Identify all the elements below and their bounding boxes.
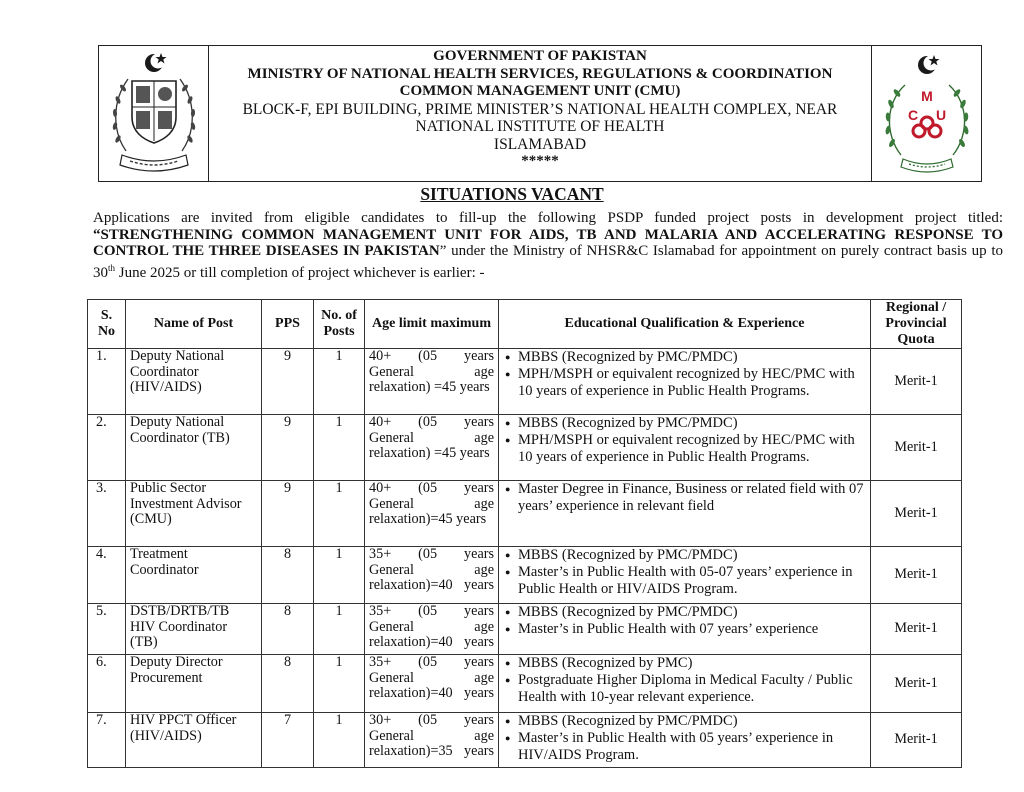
svg-text:M: M — [921, 88, 933, 104]
project-title: “STRENGTHENING COMMON MANAGEMENT UNIT FOR AIDS, TB AND MALARIA AND ACCELERATING RESPONSE TO CONTROL THE THREE DISEASES IN PAKISTAN — [93, 226, 1003, 259]
col-header-sno: S. No — [88, 300, 126, 349]
cell-qualification — [499, 655, 871, 713]
cell-sno: 4. — [88, 547, 126, 604]
letterhead — [98, 45, 982, 182]
cell-age-limit: 40+ (05 years General age relaxation)=45 years — [365, 481, 499, 547]
cell-post-name: DSTB/DRTB/TB HIV Coordinator (TB) — [126, 604, 262, 655]
cell-post-name: Deputy Director Procurement — [126, 655, 262, 713]
svg-text:U: U — [935, 107, 947, 123]
col-header-name: Name of Post — [126, 300, 262, 349]
cell-age-limit: 30+ (05 years General age relaxation)=35 years — [365, 713, 499, 768]
cell-age-limit: 40+ (05 years General age relaxation) =45 years — [365, 415, 499, 481]
cell-posts: 1 — [314, 547, 365, 604]
intro-text-2: ” under the Ministry of NHSR&C Islamabad for appointment on purely contract basis up to 30 — [93, 243, 1003, 281]
cell-qualification — [499, 349, 871, 415]
table-row — [88, 415, 962, 481]
table-row — [88, 713, 962, 768]
table-row — [88, 655, 962, 713]
ministry-title: MINISTRY OF NATIONAL HEALTH SERVICES, REGULATIONS & COORDINATION — [247, 65, 833, 82]
cell-quota: Merit-1 — [871, 604, 962, 655]
cell-qualification — [499, 481, 871, 547]
table-header-row — [88, 300, 962, 349]
cell-pps: 8 — [262, 547, 314, 604]
qualification-item: ● MBBS (Recognized by PMC/PMDC) — [505, 547, 866, 564]
cell-age-limit: 40+ (05 years General age relaxation) =45 years — [365, 349, 499, 415]
qualification-item: ● Master’s in Public Health with 07 years’ experience — [505, 621, 866, 638]
cell-qualification — [499, 713, 871, 768]
intro-text-3: June 2025 or till completion of project whichever is earlier: - — [115, 264, 485, 281]
vacancies-table — [87, 299, 962, 768]
left-emblem-cell — [99, 46, 209, 181]
qualification-item: ● Master Degree in Finance, Business or related field with 07 years’ experience in relevant field — [505, 481, 866, 515]
cell-quota: Merit-1 — [871, 481, 962, 547]
cell-quota: Merit-1 — [871, 349, 962, 415]
cell-pps: 9 — [262, 349, 314, 415]
cell-post-name: Deputy National Coordinator (TB) — [126, 415, 262, 481]
cell-pps: 8 — [262, 604, 314, 655]
cell-sno: 1. — [88, 349, 126, 415]
right-logo-cell — [871, 46, 981, 181]
cell-pps: 9 — [262, 481, 314, 547]
table-row — [88, 604, 962, 655]
qualification-item: ● MBBS (Recognized by PMC/PMDC) — [505, 713, 866, 730]
qualification-item: ● MBBS (Recognized by PMC/PMDC) — [505, 349, 866, 366]
qualification-item: ● MBBS (Recognized by PMC/PMDC) — [505, 415, 866, 432]
col-header-age: Age limit maximum — [365, 300, 499, 349]
cell-quota: Merit-1 — [871, 713, 962, 768]
unit-title: COMMON MANAGEMENT UNIT (CMU) — [399, 83, 681, 99]
page-title: SITUATIONS VACANT — [420, 184, 604, 204]
qualification-item: ● MPH/MSPH or equivalent recognized by HEC/PMC with 10 years of experience in Public Health Programs. — [505, 366, 866, 400]
cell-age-limit: 35+ (05 years General age relaxation)=40 years — [365, 655, 499, 713]
intro-superscript: th — [108, 262, 116, 273]
cell-sno: 2. — [88, 415, 126, 481]
cell-posts: 1 — [314, 713, 365, 768]
cell-quota: Merit-1 — [871, 547, 962, 604]
qualification-item: ● Postgraduate Higher Diploma in Medical Faculty / Public Health with 10-year relevant experience. — [505, 672, 866, 706]
cmu-logo-icon — [879, 51, 975, 177]
table-row — [88, 547, 962, 604]
cell-qualification — [499, 604, 871, 655]
cell-sno: 5. — [88, 604, 126, 655]
col-header-quota: Regional / Provincial Quota — [871, 300, 962, 349]
intro-text-1: Applications are invited from eligible candidates to fill-up the following PSDP funded project posts in development project titled: — [93, 210, 1003, 226]
cell-post-name: HIV PPCT Officer (HIV/AIDS) — [126, 713, 262, 768]
cell-posts: 1 — [314, 655, 365, 713]
cell-posts: 1 — [314, 415, 365, 481]
qualification-item: ● MPH/MSPH or equivalent recognized by HEC/PMC with 10 years of experience in Public Health Programs. — [505, 432, 866, 466]
cell-post-name: Treatment Coordinator — [126, 547, 262, 604]
qualification-item: ● Master’s in Public Health with 05 years’ experience in HIV/AIDS Program. — [505, 730, 866, 764]
cell-age-limit: 35+ (05 years General age relaxation)=40 years — [365, 604, 499, 655]
cell-quota: Merit-1 — [871, 655, 962, 713]
intro-paragraph — [93, 210, 1003, 281]
cell-sno: 3. — [88, 481, 126, 547]
qualification-item: ● Master’s in Public Health with 05-07 years’ experience in Public Health or HIV/AIDS Program. — [505, 564, 866, 598]
col-header-edu: Educational Qualification & Experience — [499, 300, 871, 349]
city: ISLAMABAD — [493, 135, 587, 153]
qualification-item: ● MBBS (Recognized by PMC) — [505, 655, 866, 672]
table-row — [88, 481, 962, 547]
cell-pps: 7 — [262, 713, 314, 768]
address-line-1: BLOCK-F, EPI BUILDING, PRIME MINISTER’S NATIONAL HEALTH COMPLEX, NEAR — [242, 100, 838, 118]
cell-posts: 1 — [314, 349, 365, 415]
cell-sno: 7. — [88, 713, 126, 768]
cell-posts: 1 — [314, 604, 365, 655]
col-header-pps: PPS — [262, 300, 314, 349]
svg-text:C: C — [907, 107, 919, 123]
qualification-item: ● MBBS (Recognized by PMC/PMDC) — [505, 604, 866, 621]
cell-pps: 8 — [262, 655, 314, 713]
table-row — [88, 349, 962, 415]
govt-title: GOVERNMENT OF PAKISTAN — [433, 48, 647, 64]
address-line-2: NATIONAL INSTITUTE OF HEALTH — [415, 118, 665, 135]
cell-sno: 6. — [88, 655, 126, 713]
cell-quota: Merit-1 — [871, 415, 962, 481]
cell-age-limit: 35+ (05 years General age relaxation)=40 years — [365, 547, 499, 604]
cell-post-name: Public Sector Investment Advisor (CMU) — [126, 481, 262, 547]
col-header-posts: No. of Posts — [314, 300, 365, 349]
cell-qualification — [499, 547, 871, 604]
pakistan-emblem-icon — [106, 51, 202, 177]
cell-pps: 9 — [262, 415, 314, 481]
cell-qualification — [499, 415, 871, 481]
separator-stars: ***** — [521, 153, 559, 169]
cell-posts: 1 — [314, 481, 365, 547]
cell-post-name: Deputy National Coordinator (HIV/AIDS) — [126, 349, 262, 415]
letterhead-text — [209, 48, 871, 171]
